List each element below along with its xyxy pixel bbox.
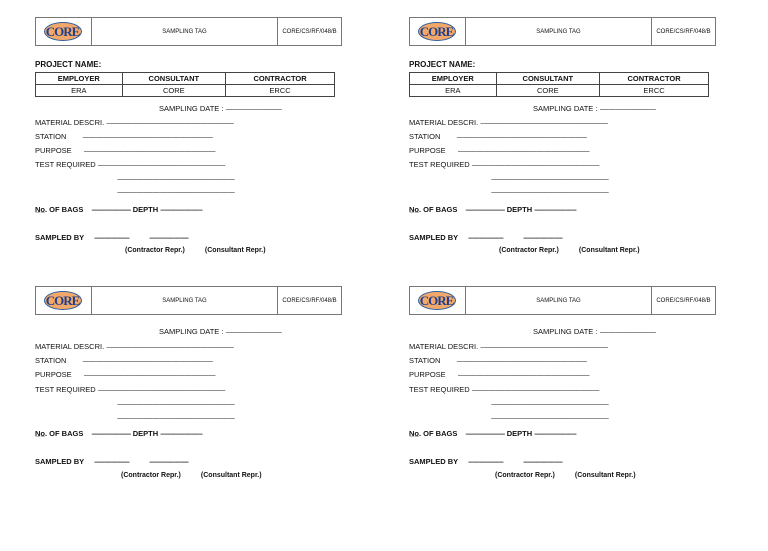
bags-depth-line: N̲o̲. OF BAGS ---------------------------- DEPTH ------------------------------ (409, 205, 577, 214)
sampling-date-line: SAMPLING DATE : ---------------------------------------- (533, 104, 656, 113)
sampled-by-line: SAMPLED BY ------------------------- ---------------------------- (409, 233, 563, 242)
blank-line: ------------------------------------------------------------------------------------ (491, 402, 609, 408)
header-employer: EMPLOYER (36, 73, 123, 85)
core-logo: CORE (417, 21, 459, 43)
purpose-line: PURPOSE ---------------------------------------------------------------------------------------------- (35, 146, 216, 155)
tag-header (35, 17, 342, 46)
logo-cell (36, 287, 92, 314)
purpose-line: PURPOSE ---------------------------------------------------------------------------------------------- (409, 146, 590, 155)
core-logo: CORE (43, 290, 85, 312)
sampling-date-line: SAMPLING DATE : ---------------------------------------- (533, 327, 656, 336)
station-line: STATION --------------------------------------------------------------------------------------------- (409, 132, 587, 141)
sampling-date-line: SAMPLING DATE : ---------------------------------------- (159, 104, 282, 113)
bags-depth-line: N̲o̲. OF BAGS ---------------------------- DEPTH ------------------------------ (409, 429, 577, 438)
signature-labels: (Contractor Repr.) (Consultant Repr.) (121, 472, 262, 479)
logo-cell (410, 18, 466, 45)
logo-cell (410, 287, 466, 314)
sampled-by-line: SAMPLED BY ------------------------- ---------------------------- (409, 457, 563, 466)
blank-line: ------------------------------------------------------------------------------------ (491, 416, 609, 422)
blank-line: ------------------------------------------------------------------------------------ (117, 190, 235, 196)
sampled-by-line: SAMPLED BY ------------------------- ---------------------------- (35, 233, 189, 242)
blank-line: ------------------------------------------------------------------------------------ (117, 177, 235, 183)
material-line: MATERIAL DESCRI. ------------------------------------------------------------------------------------------- (35, 118, 234, 127)
blank-line: ------------------------------------------------------------------------------------ (491, 190, 609, 196)
header-employer: EMPLOYER (410, 73, 497, 85)
tag-title: SAMPLING TAG (466, 18, 652, 45)
sampling-date-line: SAMPLING DATE : ---------------------------------------- (159, 327, 282, 336)
value-consultant: CORE (496, 85, 600, 97)
tag-title: SAMPLING TAG (466, 287, 652, 314)
material-line: MATERIAL DESCRI. ------------------------------------------------------------------------------------------- (409, 342, 608, 351)
sampling-tag-top-right (409, 17, 744, 282)
value-contractor: ERCC (226, 85, 335, 97)
signature-labels: (Contractor Repr.) (Consultant Repr.) (125, 247, 266, 254)
value-consultant: CORE (122, 85, 226, 97)
blank-line: ------------------------------------------------------------------------------------ (117, 402, 235, 408)
purpose-line: PURPOSE ---------------------------------------------------------------------------------------------- (409, 370, 590, 379)
header-consultant: CONSULTANT (496, 73, 600, 85)
header-consultant: CONSULTANT (122, 73, 226, 85)
bags-depth-line: N̲o̲. OF BAGS ---------------------------- DEPTH ------------------------------ (35, 205, 203, 214)
test-required-line: TEST REQUIRED ------------------------------------------------------------------------------------------- (35, 385, 226, 394)
test-required-line: TEST REQUIRED ------------------------------------------------------------------------------------------- (409, 385, 600, 394)
core-logo: CORE (43, 21, 85, 43)
station-line: STATION --------------------------------------------------------------------------------------------- (35, 356, 213, 365)
sampling-tag-top-left (35, 17, 370, 282)
tag-title: SAMPLING TAG (92, 18, 278, 45)
station-line: STATION --------------------------------------------------------------------------------------------- (409, 356, 587, 365)
blank-line: ------------------------------------------------------------------------------------ (117, 416, 235, 422)
logo-cell (36, 18, 92, 45)
project-name-label: PROJECT NAME: (35, 60, 102, 69)
tag-header (35, 286, 342, 315)
tag-header (409, 17, 716, 46)
material-line: MATERIAL DESCRI. ------------------------------------------------------------------------------------------- (409, 118, 608, 127)
sampling-tag-bottom-right (409, 286, 744, 551)
value-employer: ERA (410, 85, 497, 97)
header-contractor: CONTRACTOR (600, 73, 709, 85)
parties-table (35, 72, 335, 97)
tag-title: SAMPLING TAG (92, 287, 278, 314)
tag-header (409, 286, 716, 315)
test-required-line: TEST REQUIRED ------------------------------------------------------------------------------------------- (35, 160, 226, 169)
test-required-line: TEST REQUIRED ------------------------------------------------------------------------------------------- (409, 160, 600, 169)
form-code: CORE/CS/RF/048/B (282, 28, 337, 35)
form-code: CORE/CS/RF/048/B (282, 297, 337, 304)
sampling-tag-bottom-left (35, 286, 370, 551)
purpose-line: PURPOSE ---------------------------------------------------------------------------------------------- (35, 370, 216, 379)
material-line: MATERIAL DESCRI. ------------------------------------------------------------------------------------------- (35, 342, 234, 351)
blank-line: ------------------------------------------------------------------------------------ (491, 177, 609, 183)
value-contractor: ERCC (600, 85, 709, 97)
project-name-label: PROJECT NAME: (409, 60, 476, 69)
form-code: CORE/CS/RF/048/B (656, 28, 711, 35)
core-logo: CORE (417, 290, 459, 312)
value-employer: ERA (36, 85, 123, 97)
parties-table (409, 72, 709, 97)
signature-labels: (Contractor Repr.) (Consultant Repr.) (499, 247, 640, 254)
bags-depth-line: N̲o̲. OF BAGS ---------------------------- DEPTH ------------------------------ (35, 429, 203, 438)
station-line: STATION --------------------------------------------------------------------------------------------- (35, 132, 213, 141)
sampled-by-line: SAMPLED BY ------------------------- ---------------------------- (35, 457, 189, 466)
signature-labels: (Contractor Repr.) (Consultant Repr.) (495, 472, 636, 479)
form-code: CORE/CS/RF/048/B (656, 297, 711, 304)
header-contractor: CONTRACTOR (226, 73, 335, 85)
